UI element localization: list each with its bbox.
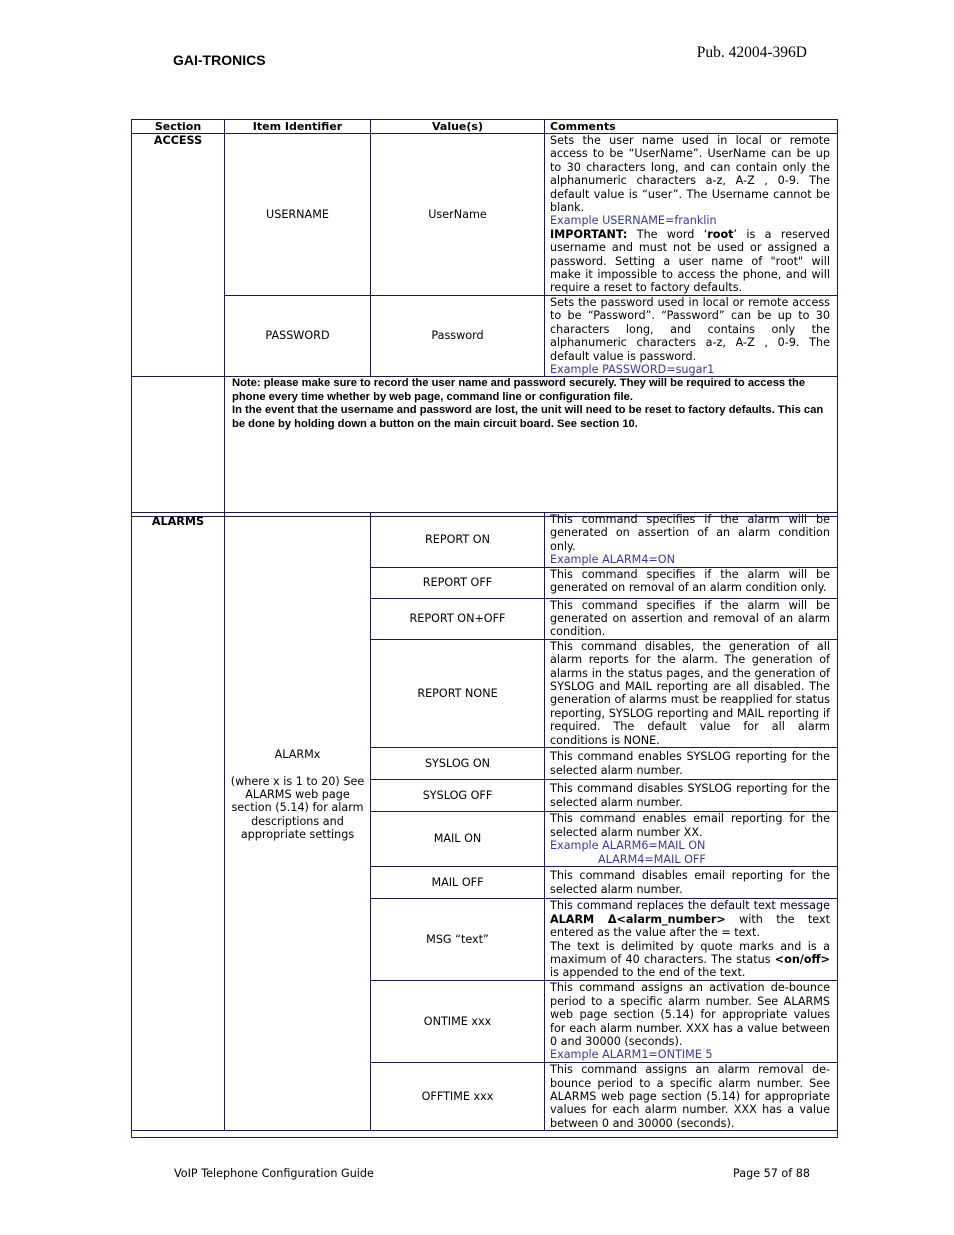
value-cell: OFFTIME xxx (371, 1063, 545, 1131)
comment-text: is appended to the end of the text. (550, 966, 746, 980)
item-alarmx-note: (where x is 1 to 20) See ALARMS web page section (5.14) for alarm descriptions and appropriate settings (230, 774, 365, 842)
note-text: Note: please make sure to record the user name and password securely. They will be required to access the phone every time whether by web page, command line or configuration file. (232, 377, 806, 403)
comment-password (545, 295, 838, 376)
example-text: Example USERNAME=franklin (550, 214, 717, 228)
value-cell: MSG “text” (371, 899, 545, 981)
item-alarmx (225, 513, 371, 1131)
important-text-post: ’ is a reserved username and must not be used or assigned a password. Setting a user name of "root" will make it impossible to access the phone, and will require a reset to factory defaults. (550, 227, 831, 295)
value-password: Password (371, 295, 545, 376)
comment-text: This command replaces the default text message (550, 899, 830, 913)
section-alarms: ALARMS (132, 513, 225, 1131)
comment-cell: This command specifies if the alarm will be generated on removal of an alarm condition only. (545, 567, 838, 598)
value-cell: REPORT ON (371, 513, 545, 568)
value-cell: SYSLOG OFF (371, 780, 545, 812)
item-password: PASSWORD (225, 295, 371, 376)
comment-cell: This command enables SYSLOG reporting for the selected alarm number. (545, 748, 838, 780)
table-row (132, 513, 838, 568)
example-text-2: ALARM4=MAIL OFF (598, 852, 706, 866)
section-access: ACCESS (132, 134, 225, 377)
example-text: Example PASSWORD=sugar1 (550, 362, 715, 376)
comment-cell: This command disables SYSLOG reporting for the selected alarm number. (545, 780, 838, 812)
example-text: Example ALARM6=MAIL ON (550, 839, 706, 853)
comment-text: Sets the password used in local or remote access to be “Password”. “Password” can be up to 30 characters long, and contains only the alphanumeric characters a-z, A-Z , 0-9. The default value is password. (550, 295, 830, 363)
comment-text: This command assigns an activation de-bounce period to a specific alarm number. See ALARMS web page section (5.14) for appropriate values for each alarm number. XXX has a value between 0 and 30000 (seconds). (550, 981, 830, 1048)
footer-guide-title: VoIP Telephone Configuration Guide (174, 1167, 374, 1180)
value-cell: MAIL ON (371, 812, 545, 867)
col-comments: Comments (545, 120, 838, 134)
comment-text: with the text entered as the value after the = text. (550, 912, 830, 940)
comment-cell (545, 899, 838, 981)
comment-cell: This command specifies if the alarm will be generated on assertion and removal of an alarm condition. (545, 598, 838, 639)
value-username: UserName (371, 134, 545, 296)
table-bottom-cell (132, 1131, 838, 1138)
comment-cell: This command assigns an alarm removal de-bounce period to a specific alarm number. See ALARMS web page section (5.14) for appropriate values for each alarm number. XXX has a value between 0 and 30000 (seconds). (545, 1063, 838, 1131)
comment-cell: This command disables, the generation of all alarm reports for the alarm. The generation of alarms in the status pages, and the generation of SYSLOG and MAIL reporting are all disabled. The generation of alarms must be reapplied for status reporting, SYSLOG reporting and MAIL reporting if required. The default value for all alarm conditions is NONE. (545, 639, 838, 747)
col-values: Value(s) (371, 120, 545, 134)
company-name: GAI-TRONICS (173, 52, 266, 68)
value-cell: REPORT OFF (371, 567, 545, 598)
security-note (225, 377, 838, 517)
value-cell: ONTIME xxx (371, 981, 545, 1063)
example-text: Example ALARM1=ONTIME 5 (550, 1048, 713, 1062)
alarms-table (131, 512, 838, 1138)
table-header-row (132, 120, 838, 134)
comment-text: Sets the user name used in local or remote access to be “UserName”. UserName can be up to 30 characters long, and can contain only the alphanumeric characters a-z, A-Z , 0-9. The default value is “user”. The Username cannot be blank. (550, 134, 830, 215)
comment-cell (545, 981, 838, 1063)
comment-bold-text: ALARM Δ<alarm_number> (550, 912, 726, 926)
table-row-username (132, 134, 838, 296)
publication-number: Pub. 42004-396D (696, 44, 807, 61)
comment-text: This command enables email reporting for the selected alarm number XX. (550, 812, 830, 839)
value-cell: MAIL OFF (371, 867, 545, 899)
note-row (132, 377, 838, 517)
note-text-2: In the event that the username and password are lost, the unit will need to be reset to factory defaults. This can be done by holding down a button on the main circuit board. See section 10. (232, 404, 824, 430)
important-word: root (707, 227, 734, 241)
value-cell: REPORT ON+OFF (371, 598, 545, 639)
col-section: Section (132, 120, 225, 134)
important-text-pre: The word ‘ (627, 227, 708, 241)
value-cell: REPORT NONE (371, 639, 545, 747)
access-table (131, 119, 838, 517)
item-username: USERNAME (225, 134, 371, 296)
footer-page-number: Page 57 of 88 (733, 1167, 811, 1180)
item-alarmx-label: ALARMx (274, 747, 321, 761)
comment-bold-text: <on/off> (774, 953, 830, 966)
table-bottom-row (132, 1131, 838, 1138)
important-label: IMPORTANT: (550, 227, 628, 241)
comment-cell (545, 513, 838, 568)
value-cell: SYSLOG ON (371, 748, 545, 780)
comment-cell (545, 812, 838, 867)
note-empty-cell (132, 377, 225, 517)
comment-text: The text is delimited by quote marks and is a maximum of 40 characters. The status (550, 939, 830, 966)
comment-username (545, 134, 838, 296)
col-item-identifier: Item Identifier (225, 120, 371, 134)
table-row-password (132, 295, 838, 376)
example-text: Example ALARM4=ON (550, 553, 675, 567)
comment-cell: This command disables email reporting for the selected alarm number. (545, 867, 838, 899)
comment-text: This command specifies if the alarm will be generated on assertion of an alarm condition only. (550, 513, 830, 553)
